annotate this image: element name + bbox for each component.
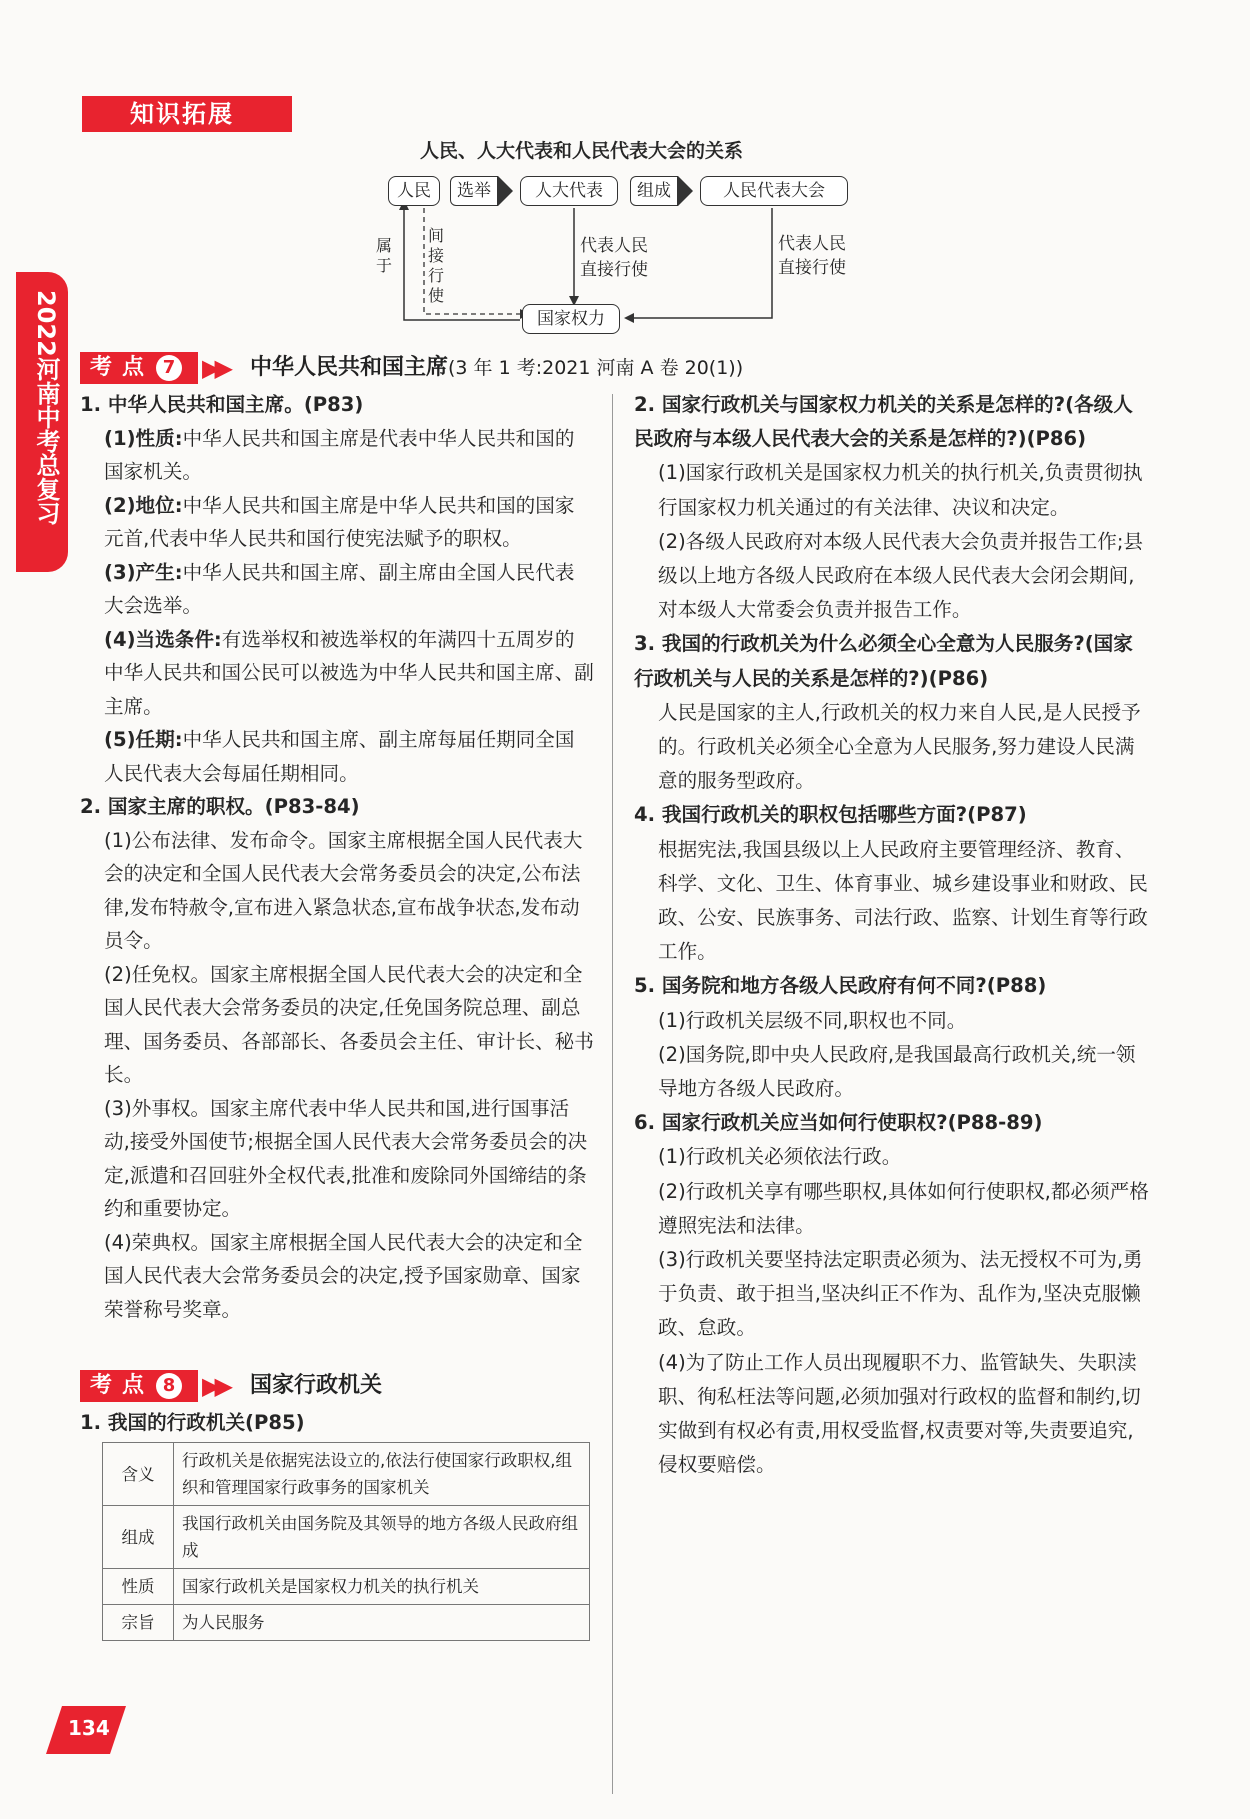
- congress-node: 人民代表大会: [700, 176, 848, 206]
- state-power-node: 国家权力: [522, 304, 620, 334]
- table-value: 我国行政机关由国务院及其领导的地方各级人民政府组成: [174, 1506, 590, 1569]
- question-heading: 2. 国家主席的职权。(P83-84): [80, 795, 360, 818]
- question-heading: 1. 中华人民共和国主席。(P83): [80, 393, 364, 416]
- answer-item: (3)产生:中华人民共和国主席、副主席由全国人民代表大会选举。: [104, 560, 575, 617]
- answer-item: (5)任期:中华人民共和国主席、副主席每届任期同全国人民代表大会每届任期相同。: [104, 728, 575, 785]
- answer-item: (4)荣典权。国家主席根据全国人民代表大会的决定和全国人民代表大会常务委员会的决定,授予国家勋章、国家荣誉称号奖章。: [104, 1230, 583, 1321]
- kaodian-title: 国家行政机关: [250, 1373, 383, 1398]
- table-key: 宗旨: [103, 1605, 174, 1641]
- table-row: [103, 1506, 590, 1569]
- kaodian-8-header: [80, 1370, 580, 1402]
- double-arrow-icon: ▶▶: [202, 1372, 227, 1400]
- people-node: 人民: [388, 176, 440, 206]
- answer-item: (2)国务院,即中央人民政府,是我国最高行政机关,统一领导地方各级人民政府。: [658, 1042, 1136, 1101]
- answer-item: (2)各级人民政府对本级人民代表大会负责并报告工作;县级以上地方各级人民政府在本级人民代表大会闭会期间,对本级人大常委会负责并报告工作。: [658, 529, 1144, 622]
- table-value: 国家行政机关是国家权力机关的执行机关: [174, 1569, 590, 1605]
- table-row: [103, 1605, 590, 1641]
- double-arrow-icon: ▶▶: [202, 354, 227, 382]
- answer-item: (1)行政机关层级不同,职权也不同。: [658, 1008, 967, 1032]
- question-heading: 4. 我国行政机关的职权包括哪些方面?(P87): [634, 803, 1027, 827]
- question-heading: 5. 国务院和地方各级人民政府有何不同?(P88): [634, 974, 1047, 998]
- answer-item: (1)公布法律、发布命令。国家主席根据全国人民代表大会的决定和全国人民代表大会常务委员会的决定,公布法律,发布特赦令,宣布进入紧急状态,宣布战争状态,发布动员令。: [104, 828, 583, 952]
- answer-item: 根据宪法,我国县级以上人民政府主要管理经济、教育、科学、文化、卫生、体育事业、城乡建设事业和财政、民政、公安、民族事务、司法行政、监察、计划生育等行政工作。: [658, 837, 1148, 964]
- table-key: 性质: [103, 1569, 174, 1605]
- page-number-badge: [20, 1700, 130, 1760]
- table-value: 为人民服务: [174, 1605, 590, 1641]
- table-key: 含义: [103, 1443, 174, 1506]
- answer-item: (4)为了防止工作人员出现履职不力、监管缺失、失职渎职、徇私枉法等问题,必须加强对行政权的监督和制约,切实做到有权必有责,用权受监督,权责要对等,失责要追究,侵权要赔偿。: [658, 1350, 1141, 1477]
- kaodian-number: 8: [156, 1373, 182, 1399]
- table-key: 组成: [103, 1506, 174, 1569]
- kaodian-number: 7: [156, 355, 182, 381]
- answer-item: (2)任免权。国家主席根据全国人民代表大会的决定和全国人民代表大会常务委员的决定,任免国务院总理、副总理、国务委员、各部部长、各委员会主任、审计长、秘书长。: [104, 962, 594, 1086]
- right-column: [634, 388, 1152, 1483]
- question-heading: 3. 我国的行政机关为什么必须全心全意为人民服务?(国家行政机关与人民的关系是怎样的?)(P86): [634, 632, 1133, 690]
- answer-item: (4)当选条件:有选举权和被选举权的年满四十五周岁的中华人民共和国公民可以被选为中华人民共和国主席、副主席。: [104, 627, 594, 718]
- side-tab-label: 2022河南中考总复习: [32, 290, 60, 525]
- kaodian-tag: 考点: [80, 352, 198, 384]
- kaodian-title: 中华人民共和国主席(3 年 1 考:2021 河南 A 卷 20(1)): [250, 355, 744, 380]
- answer-item: 人民是国家的主人,行政机关的权力来自人民,是人民授予的。行政机关必须全心全意为人民服务,努力建设人民满意的服务型政府。: [658, 700, 1141, 793]
- left-column: [80, 388, 594, 1326]
- congress-direct-label: 代表人民直接行使: [778, 234, 846, 278]
- table-value: 行政机关是依据宪法设立的,依法行使国家行政职权,组织和管理国家行政事务的国家机关: [174, 1443, 590, 1506]
- diagram-title: 人民、人大代表和人民代表大会的关系: [420, 140, 744, 162]
- page-number: 134: [68, 1716, 110, 1740]
- form-arrow: 组成: [630, 176, 678, 206]
- answer-item: (1)性质:中华人民共和国主席是代表中华人民共和国的国家机关。: [104, 426, 575, 483]
- column-divider: [612, 394, 613, 1794]
- answer-item: (3)外事权。国家主席代表中华人民共和国,进行国事活动,接受外国使节;根据全国人民代表大会常务委员会的决定,派遣和召回驻外全权代表,批准和废除同外国缔结的条约和重要协定。: [104, 1096, 588, 1220]
- question-heading: 2. 国家行政机关与国家权力机关的关系是怎样的?(各级人民政府与本级人民代表大会的关系是怎样的?)(P86): [634, 393, 1133, 451]
- answer-item: (1)行政机关必须依法行政。: [658, 1145, 902, 1169]
- question-heading: 1. 我国的行政机关(P85): [80, 1411, 305, 1434]
- kaodian-note: (3 年 1 考:2021 河南 A 卷 20(1)): [448, 357, 744, 379]
- table-row: [103, 1443, 590, 1506]
- question-heading: 6. 国家行政机关应当如何行使职权?(P88-89): [634, 1111, 1043, 1135]
- deputies-node: 人大代表: [520, 176, 618, 206]
- table-row: [103, 1569, 590, 1605]
- answer-item: (3)行政机关要坚持法定职责必须为、法无授权不可为,勇于负责、敢于担当,坚决纠正不作为、乱作为,坚决克服懒政、怠政。: [658, 1248, 1143, 1340]
- knowledge-extension-banner: 知识拓展: [82, 96, 292, 132]
- executive-organ-table: [102, 1442, 590, 1641]
- elect-arrow: 选举: [450, 176, 498, 206]
- belong-label: 属于: [376, 236, 393, 275]
- side-tab: [16, 272, 68, 572]
- indirect-label: 间接行使: [428, 226, 445, 305]
- kaodian-tag: 考点: [80, 1370, 198, 1402]
- answer-item: (2)地位:中华人民共和国主席是中华人民共和国的国家元首,代表中华人民共和国行使宪法赋予的职权。: [104, 493, 575, 550]
- kaodian-7-header: [80, 352, 820, 384]
- deputies-direct-label: 代表人民直接行使: [580, 236, 648, 280]
- answer-item: (2)行政机关享有哪些职权,具体如何行使职权,都必须严格遵照宪法和法律。: [658, 1179, 1149, 1237]
- answer-item: (1)国家行政机关是国家权力机关的执行机关,负责贯彻执行国家权力机关通过的有关法律、决议和决定。: [658, 461, 1143, 519]
